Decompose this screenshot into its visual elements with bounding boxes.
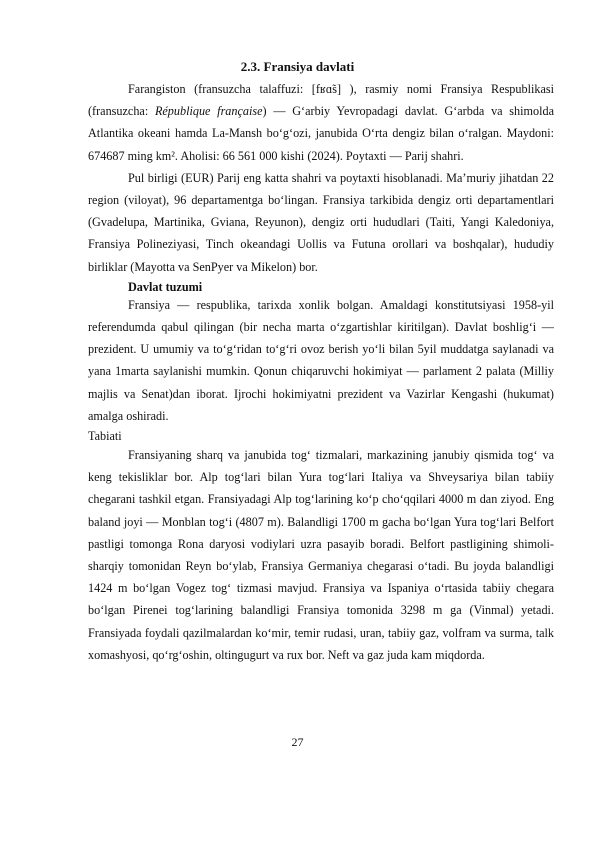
paragraph-nature: Fransiyaning sharq va janubida togʻ tizmalari, markazining janubiy qismida togʻ va keng tekisliklar bor. Alp togʻlari bilan Yura togʻlari Italiya va Shveysariya bilan tabiiy chegarani tashkil etgan. Fransiyadagi Alp togʻlarining koʻp choʻqqilari 4000 m dan ziyod. Eng baland joyi — Monblan togʻi (4807 m). Balandligi 1700 m gacha boʻlgan Yura togʻlari Belfort pastligi tomonga Rona daryosi vodiylari uzra pasayib boradi. Belfort pastligining shimoli- sharqiy tomonidan Reyn boʻylab, Fransiya Germaniya chegarasi oʻtadi. Bu joyda balandligi 1424 m boʻlgan Vogez togʻ tizmasi mavjud. Fransiya va Ispaniya oʻrtasida tabiiy chegara boʻlgan Pirenei togʻlarining balandligi Fransiya tomonida 3298 m ga (Vinmal) yetadi. Fransiyada foydali qazilmalardan koʻmir, temir rudasi, uran, tabiiy gaz, volfram va surma, talk xomashyosi, qoʻrgʻoshin, oltingugurt va rux bor. Neft va gaz juda kam miqdorda. <box>88 448 554 662</box>
paragraph-intro <box>88 78 554 167</box>
paragraph-intro-text-a: Farangiston (fransuzcha talaffuzi: [fʁɑ̃s] ), rasmiy nomi Fransiya Respublikasi (fransuzcha: <box>88 82 554 119</box>
page-number: 27 <box>291 735 304 749</box>
paragraph-intro-text-b: ) — Gʻarbiy Yevropadagi davlat. Gʻarbda va shimolda Atlantika okeani hamda La-Mansh boʻgʻozi, janubida Oʻrta dengiz bilan oʻralgan. Maydoni: 674687 ming km². Aholisi: 66 561 000 kishi (2024). Poytaxti — Parij shahri. <box>88 104 554 163</box>
paragraph-government: Fransiya — respublika, tarixda xonlik bolgan. Amaldagi konstitutsiyasi 1958-yil referendumda qabul qilingan (bir necha marta oʻzgartishlar kiritilgan). Davlat boshligʻi — prezident. U umumiy va toʻgʻridan toʻgʻri ovoz berish yoʻli bilan 5yil muddatga saylanadi va yana 1marta saylanishi mumkin. Qonun chiqaruvchi hokimiyat — parlament 2 palata (Milliy majlis va Senat)dan iborat. Ijrochi hokimiyatni prezident va Vazirlar Kengashi (hukumat) amalga oshiradi. <box>88 297 554 423</box>
heading-nature: Tabiati <box>88 429 122 444</box>
section-title: 2.3. Fransiya davlati <box>240 59 355 74</box>
paragraph-administration: Pul birligi (EUR) Parij eng katta shahri va poytaxti hisoblanadi. Maʼmuriy jihatdan 22 region (viloyat), 96 departamentga boʻlingan. Fransiya tarkibida dengiz orti departamentlari (Gvadelupa, Martinika, Gviana, Reyunon), dengiz orti hududlari (Taiti, Yangi Kaledoniya, Fransiya Polineziyasi, Tinch okeandagi Uollis va Futuna orollari va boshqalar), hududiy birliklar (Mayotta va SenPyer va Mikelon) bor. <box>88 170 554 274</box>
paragraph-intro-french-name: République française <box>154 104 263 119</box>
document-body <box>88 78 554 666</box>
heading-government: Davlat tuzumi <box>128 279 203 294</box>
